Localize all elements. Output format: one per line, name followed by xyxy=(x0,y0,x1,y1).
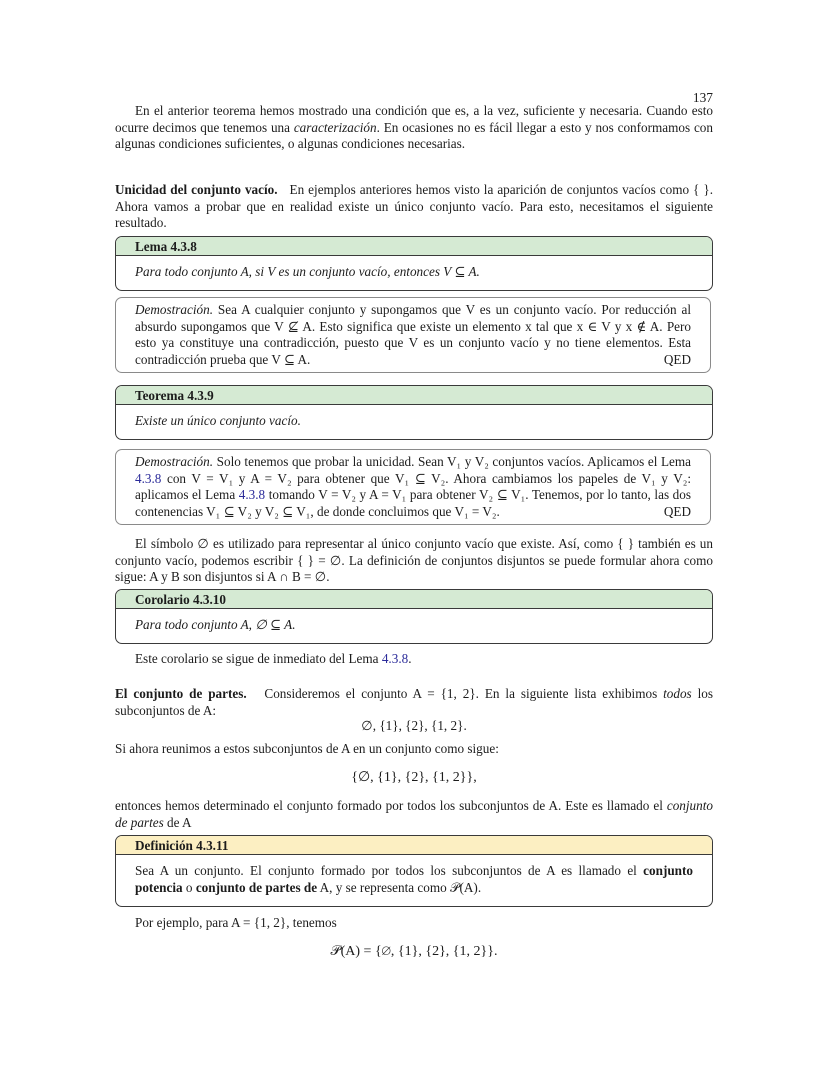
qed-mark: QED xyxy=(663,503,691,519)
ref-lema-link[interactable]: 4.3.8 xyxy=(238,487,266,503)
teorema-proof-box: Demostración. Solo tenemos que probar la unicidad. Sean V₁ y V₂ conjuntos vacíos. Aplicamos el Lema 4.3.8 con V = V₁ y A = V₂ para obtener que V₁ ⊆ V₂. Ahora cambiamos los papeles de V₁ y V₂: aplicamos el Lema 4.3.8 tomando V = V₂ y A = V₁ para obtener V₂ ⊆ V₁. Tenemos, por lo tanto, las dos contenencias V₁ ⊆ V₂ y V₂ ⊆ V₁, de donde concluimos que V₁ = V₂. QED xyxy=(115,449,711,525)
qed-mark: QED xyxy=(663,351,691,367)
teorema-statement: Existe un único conjunto vacío. xyxy=(135,413,301,428)
power-set-formula: 𝒫(A) = {∅, {1}, {2}, {1, 2}}. xyxy=(330,944,498,959)
example-text: Por ejemplo, para A = {1, 2}, tenemos xyxy=(135,915,337,930)
teorema-title: Teorema 4.3.9 xyxy=(116,386,712,405)
intro-paragraph: En el anterior teorema hemos mostrado una condición que es, a la vez, suficiente y necesaria. Cuando esto ocurre decimos que tenemos una caracterización. En ocasiones no es fácil llegar a esto y nos conformamos con algunas condiciones suficientes, o algunas condiciones necesarias. xyxy=(115,103,713,152)
lema-box xyxy=(115,236,713,291)
set-formula: {∅, {1}, {2}, {1, 2}}, xyxy=(351,770,477,785)
definicion-title: Definición 4.3.11 xyxy=(116,836,712,855)
simbolo-paragraph: El símbolo ∅ es utilizado para representar al único conjunto vacío que existe. Así, como { } también es un conjunto vacío, podemos escribir { } = ∅. La definición de conjuntos disjuntos se puede formular ahora como sigue: A y B son disjuntos si A ∩ B = ∅. xyxy=(115,536,713,585)
teorema-box xyxy=(115,385,713,440)
proof-label: Demostración. xyxy=(135,454,214,469)
reunimos-text: Si ahora reunimos a estos subconjuntos de A en un conjunto como sigue: xyxy=(115,741,499,756)
section-heading-unicidad: Unicidad del conjunto vacío. xyxy=(115,182,278,197)
definicion-box xyxy=(115,835,713,907)
corolario-box xyxy=(115,589,713,644)
proof-label: Demostración. xyxy=(135,302,214,317)
page-number: 137 xyxy=(692,90,713,105)
definicion-statement: Sea A un conjunto. El conjunto formado por todos los subconjuntos de A es llamado el conjunto potencia o conjunto de partes de A, y se representa como 𝒫(A). xyxy=(135,863,693,895)
proof-text: Sea A cualquier conjunto y supongamos que V es un conjunto vacío. Por reducción al absurdo supongamos que V ⊈ A. Esto significa que existe un elemento x tal que x ∈ V y x ∉ A. Pero esto ya constituye una contradicción, puesto que V es un conjunto vacío y no tiene elementos. Esta contradicción prueba que V ⊆ A. xyxy=(135,302,691,367)
lema-proof-box xyxy=(115,297,711,373)
corolario-note: Este corolario se sigue de inmediato del Lema 4.3.8. xyxy=(135,651,412,666)
partes-conclusion: entonces hemos determinado el conjunto formado por todos los subconjuntos de A. Este es llamado el conjunto de partes de A xyxy=(115,798,713,830)
lema-title: Lema 4.3.8 xyxy=(116,237,712,256)
subsets-list-formula: ∅, {1}, {2}, {1, 2}. xyxy=(361,718,467,733)
ref-lema-link[interactable]: 4.3.8 xyxy=(135,470,162,486)
section-unicidad: Unicidad del conjunto vacío. En ejemplos anteriores hemos visto la aparición de conjuntos vacíos como { }. Ahora vamos a probar que en realidad existe un único conjunto vacío. Para esto, necesitamos el siguiente resultado. xyxy=(115,182,713,231)
section-heading-partes: El conjunto de partes. xyxy=(115,686,247,701)
section-partes: El conjunto de partes. Consideremos el conjunto A = {1, 2}. En la siguiente lista exhibimos todos los subconjuntos de A: xyxy=(115,686,713,718)
corolario-title: Corolario 4.3.10 xyxy=(116,590,712,609)
lema-statement: Para todo conjunto A, si V es un conjunto vacío, entonces V ⊆ A. xyxy=(135,264,480,279)
corolario-statement: Para todo conjunto A, ∅ ⊆ A. xyxy=(135,617,296,632)
emphasis-caracterizacion: caracterización xyxy=(293,119,377,135)
ref-lema-link[interactable]: 4.3.8 xyxy=(381,651,409,666)
